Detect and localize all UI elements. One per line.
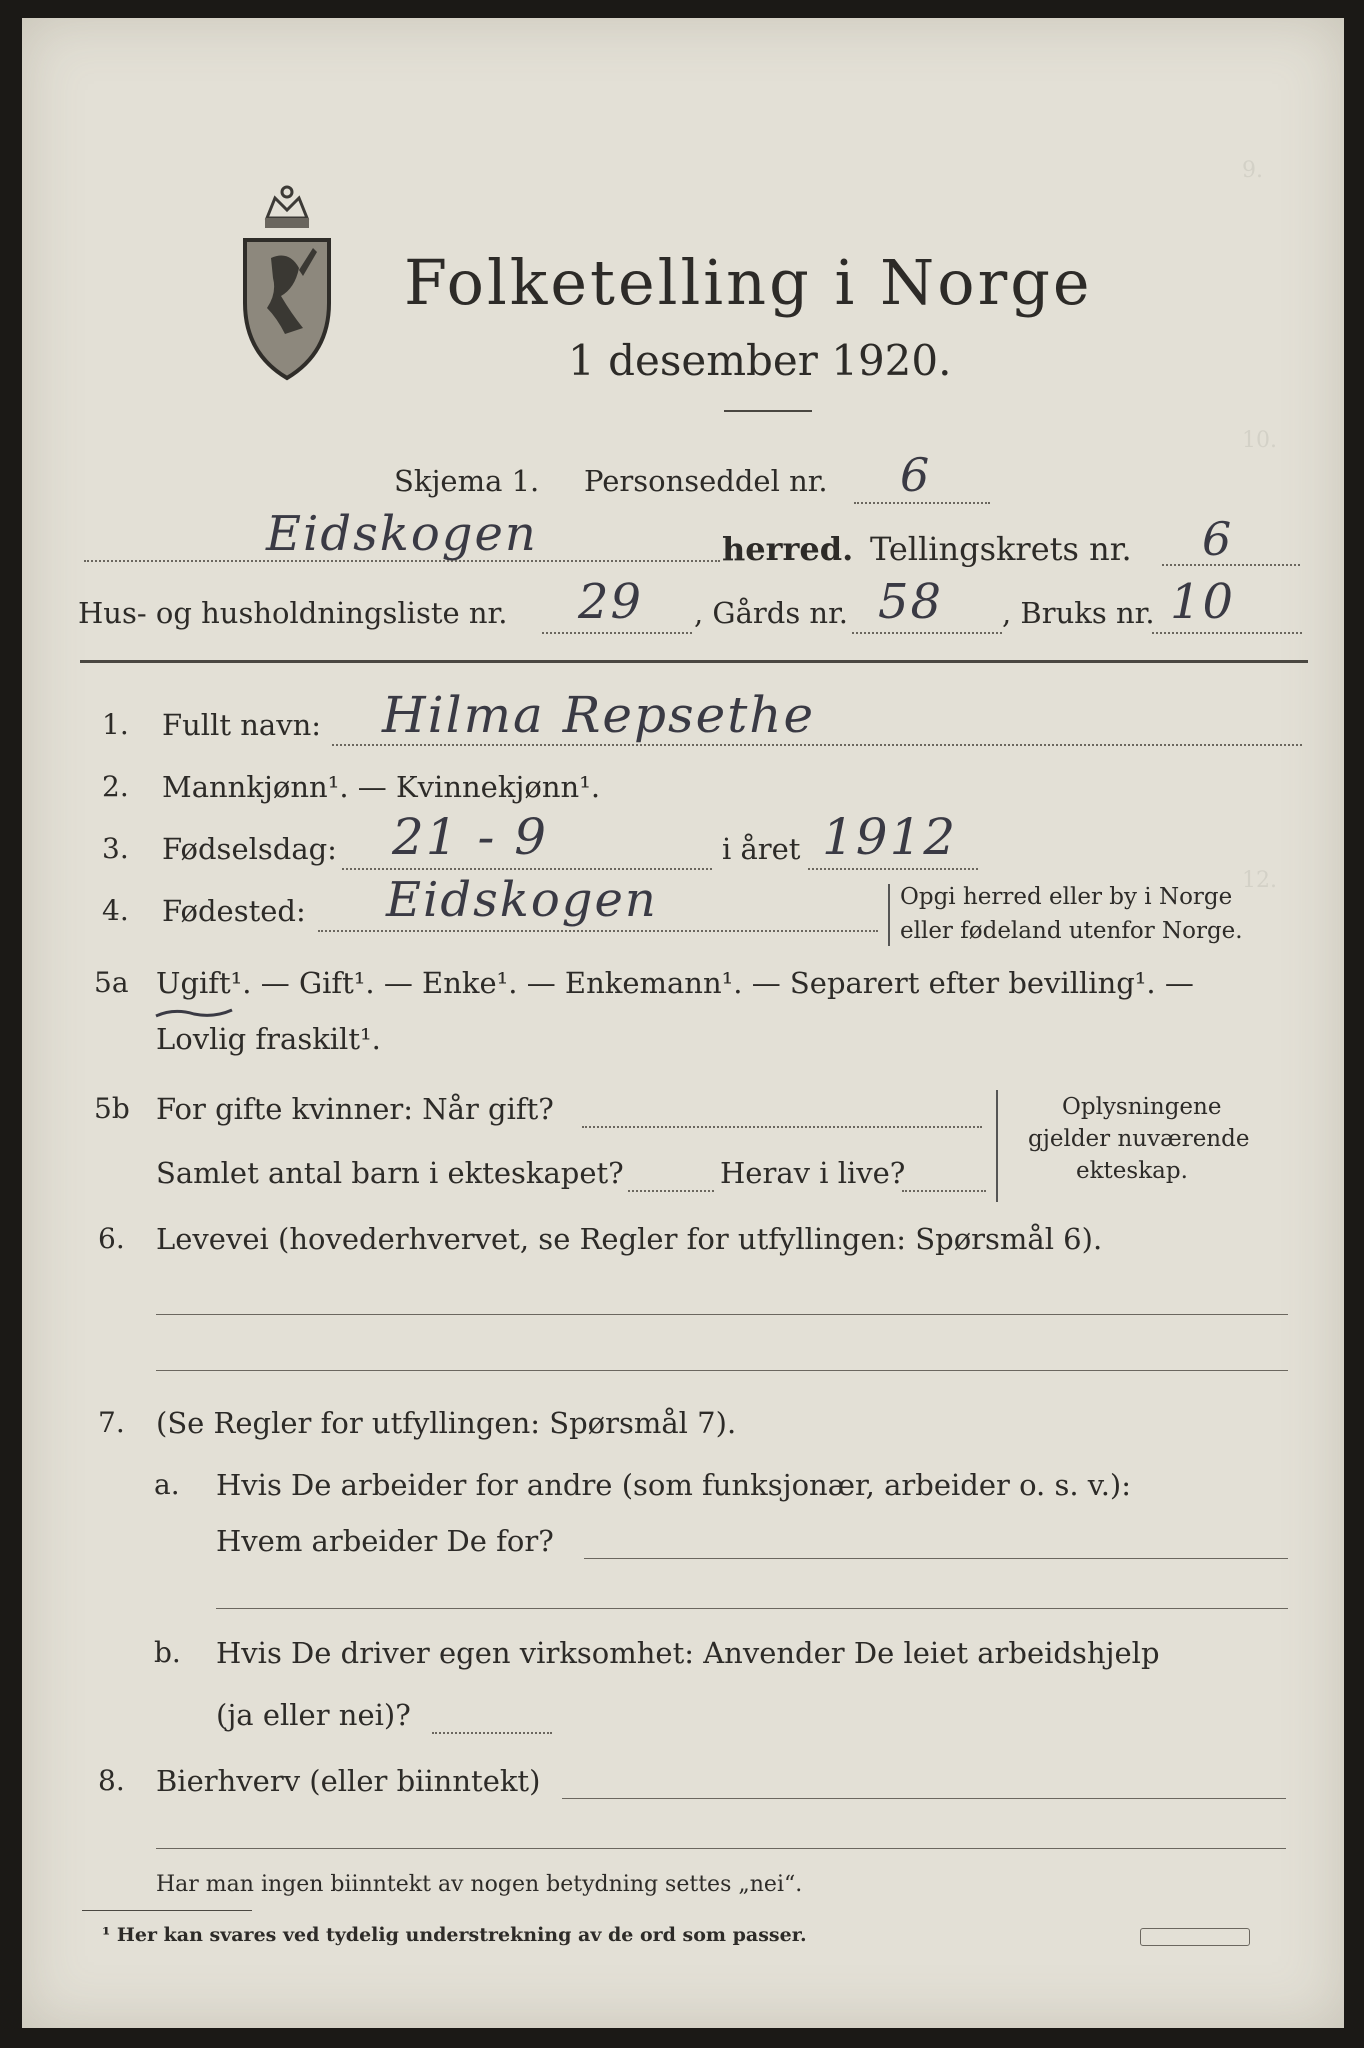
q7a-line-1 — [584, 1558, 1288, 1559]
birthplace-value: Eidskogen — [386, 872, 658, 928]
tellingskrets-label: Tellingskrets nr. — [870, 530, 1132, 568]
bleed-through: 9. — [1242, 158, 1263, 183]
q5b-alive-label: Herav i live? — [720, 1156, 906, 1190]
q7a-line-2 — [216, 1608, 1288, 1609]
personseddel-value: 6 — [900, 448, 932, 502]
q4-number: 4. — [102, 894, 129, 927]
q4-note-2: eller fødeland utenfor Norge. — [900, 918, 1243, 944]
q6-number: 6. — [98, 1222, 125, 1255]
q5a-options: Ugift¹. — Gift¹. — Enke¹. — Enkemann¹. — Separert efter bevilling¹. — — [156, 966, 1194, 1000]
q2-number: 2. — [102, 770, 129, 803]
full-name-value: Hilma Repsethe — [382, 686, 816, 744]
q6-line-1 — [156, 1314, 1288, 1315]
q4-label: Fødested: — [162, 894, 306, 928]
q5b-alive-line — [902, 1190, 986, 1192]
herred-label: herred. — [722, 530, 854, 568]
q6-line-2 — [156, 1370, 1288, 1371]
q7b-label: Hvis De driver egen virksomhet: Anvender De leiet arbeidshjelp — [216, 1636, 1160, 1670]
header-rule — [80, 660, 1308, 663]
q5b-note-2: gjelder nuværende — [1028, 1126, 1250, 1152]
q7a-letter: a. — [154, 1468, 180, 1501]
q5a-number: 5a — [94, 966, 129, 999]
gards-label: , Gårds nr. — [694, 596, 848, 630]
skjema-label: Skjema 1. — [394, 464, 540, 498]
q7a-label: Hvis De arbeider for andre (som funksjonær, arbeider o. s. v.): — [216, 1468, 1132, 1502]
birthdate-value: 21 - 9 — [392, 808, 549, 866]
q8-line-2 — [156, 1848, 1286, 1849]
census-form-page — [22, 18, 1344, 2028]
q3-year-label: i året — [722, 832, 801, 866]
q5a-options-2: Lovlig fraskilt¹. — [156, 1022, 381, 1056]
q7a-employer-label: Hvem arbeider De for? — [216, 1524, 554, 1558]
gards-line — [852, 632, 1002, 634]
bruks-value: 10 — [1170, 574, 1236, 630]
q1-label: Fullt navn: — [162, 708, 322, 742]
tellingskrets-value: 6 — [1202, 512, 1234, 566]
q3-label: Fødselsdag: — [162, 832, 337, 866]
q4-brace — [888, 884, 890, 946]
q7b-letter: b. — [154, 1636, 181, 1669]
bleed-through: 10. — [1242, 428, 1277, 453]
husliste-line — [542, 632, 692, 634]
bruks-label: , Bruks nr. — [1002, 596, 1155, 630]
coat-of-arms-icon — [237, 178, 337, 388]
bruks-line — [1152, 632, 1302, 634]
personseddel-label: Personseddel nr. — [584, 464, 828, 498]
q1-line — [332, 744, 1302, 746]
q7-label: (Se Regler for utfyllingen: Spørsmål 7). — [156, 1406, 737, 1440]
herred-value: Eidskogen — [266, 506, 538, 562]
q6-label: Levevei (hovederhvervet, se Regler for utfyllingen: Spørsmål 6). — [156, 1222, 1103, 1256]
q3-number: 3. — [102, 832, 129, 865]
q3-year-line — [808, 868, 978, 870]
husliste-label: Hus- og husholdningsliste nr. — [78, 596, 508, 630]
form-date: 1 desember 1920. — [568, 336, 952, 385]
q5b-number: 5b — [94, 1092, 130, 1125]
q5b-note-1: Oplysningene — [1062, 1094, 1222, 1120]
q3-line — [342, 868, 712, 870]
gards-value: 58 — [878, 574, 944, 630]
footnote: ¹ Her kan svares ved tydelig understrekning av de ord som passer. — [102, 1924, 807, 1946]
q5b-children-label: Samlet antal barn i ekteskapet? — [156, 1156, 624, 1190]
q5b-children-line — [628, 1190, 714, 1192]
q5b-brace — [996, 1090, 998, 1202]
q7b-line — [432, 1732, 552, 1734]
q8-label: Bierhverv (eller biinntekt) — [156, 1764, 541, 1798]
form-title: Folketelling i Norge — [404, 246, 1093, 319]
q7-number: 7. — [98, 1406, 125, 1439]
printer-stamp — [1140, 1928, 1250, 1946]
ugift-underline-mark — [154, 1006, 234, 1020]
bleed-through: 12. — [1242, 868, 1277, 893]
q8-line-1 — [562, 1798, 1286, 1799]
personseddel-line — [854, 502, 990, 504]
q5b-married-label: For gifte kvinner: Når gift? — [156, 1092, 554, 1126]
husliste-value: 29 — [578, 574, 644, 630]
q8-number: 8. — [98, 1764, 125, 1797]
birth-year-value: 1912 — [822, 808, 958, 866]
q5b-married-line — [582, 1126, 982, 1128]
q7b-yesno-label: (ja eller nei)? — [216, 1698, 411, 1732]
q1-number: 1. — [102, 708, 129, 741]
footnote-rule — [82, 1910, 252, 1911]
q4-line — [318, 930, 878, 932]
divider — [724, 410, 812, 412]
q5b-note-3: ekteskap. — [1076, 1158, 1188, 1184]
nei-note: Har man ingen biinntekt av nogen betydning settes „nei“. — [156, 1872, 803, 1897]
q2-label: Mannkjønn¹. — Kvinnekjønn¹. — [162, 770, 601, 804]
q4-note-1: Opgi herred eller by i Norge — [900, 884, 1233, 910]
